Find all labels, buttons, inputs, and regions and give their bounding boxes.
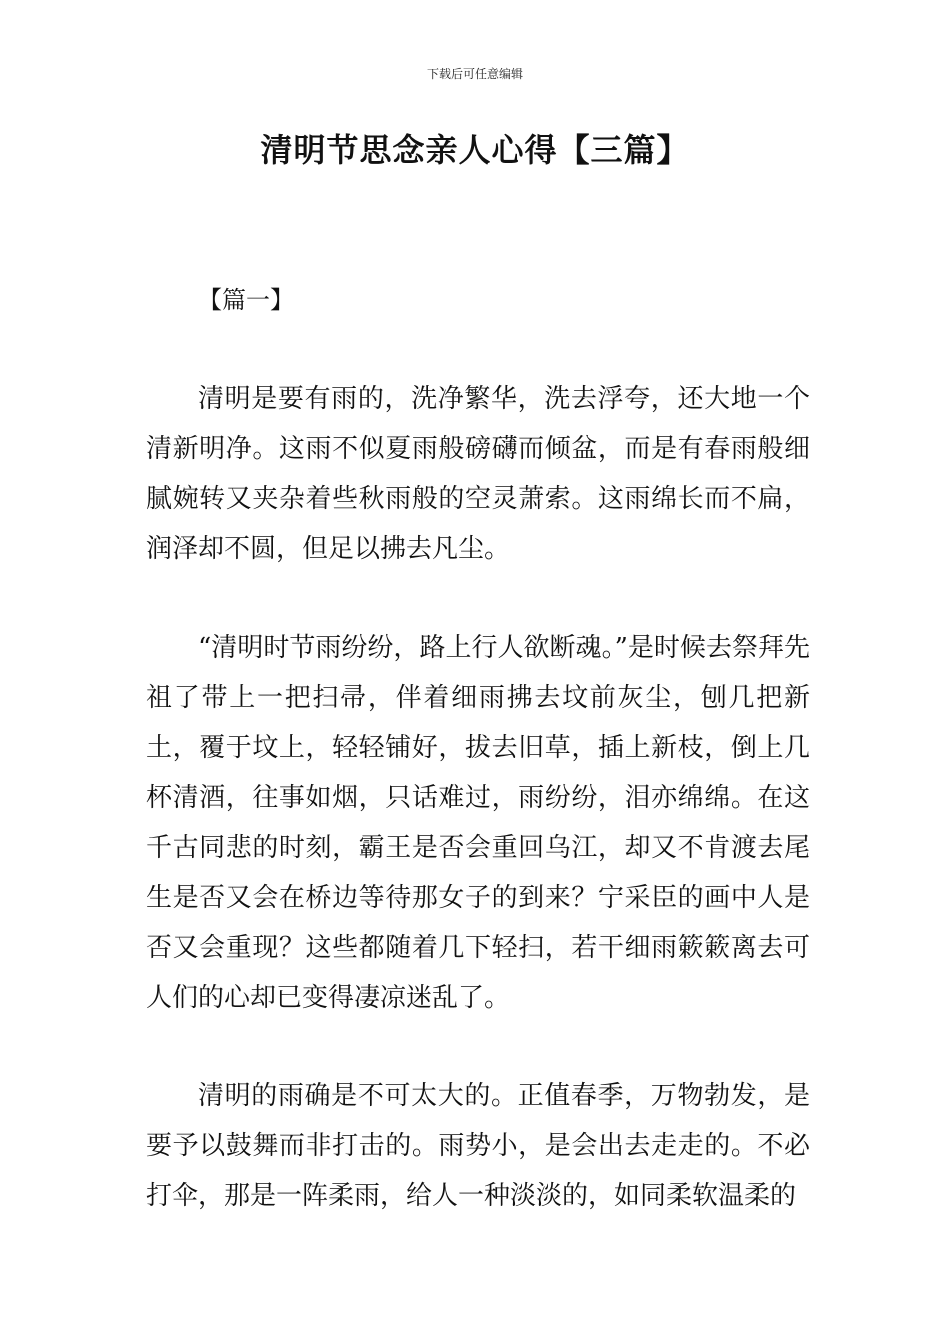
header-note: 下载后可任意编辑 (426, 67, 523, 81)
paragraph: “清明时节雨纷纷，路上行人欲断魂。”是时候去祭拜先祖了带上一把扫帚，伴着细雨拂去坟前灰尘，刨几把新土，覆于坟上，轻轻铺好，拔去旧草，插上新枝，倒上几杯清酒，往事如烟，只话难过，雨纷纷，泪亦绵绵。在这千古同悲的时刻，霸王是否会重回乌江，却又不肯渡去尾生是否又会在桥边等待那女子的到来？宁采臣的画中人是否又会重现？这些都随着几下轻扫，若干细雨簌簌离去可人们的心却已变得凄凉迷乱了。 (146, 633, 810, 1013)
section-heading: 【篇一】 (198, 286, 294, 314)
paragraph: 清明是要有雨的，洗净繁华，洗去浮夸，还大地一个清新明净。这雨不似夏雨般磅礴而倾盆，而是有春雨般细腻婉转又夹杂着些秋雨般的空灵萧索。这雨绵长而不扁，润泽却不圆，但足以拂去凡尘。 (146, 384, 810, 564)
document-title: 清明节思念亲人心得【三篇】 (260, 131, 690, 169)
paragraph: 清明的雨确是不可太大的。正值春季，万物勃发，是要予以鼓舞而非打击的。雨势小，是会出去走走的。不必打伞，那是一阵柔雨，给人一种淡淡的，如同柔软温柔的 (146, 1081, 810, 1211)
